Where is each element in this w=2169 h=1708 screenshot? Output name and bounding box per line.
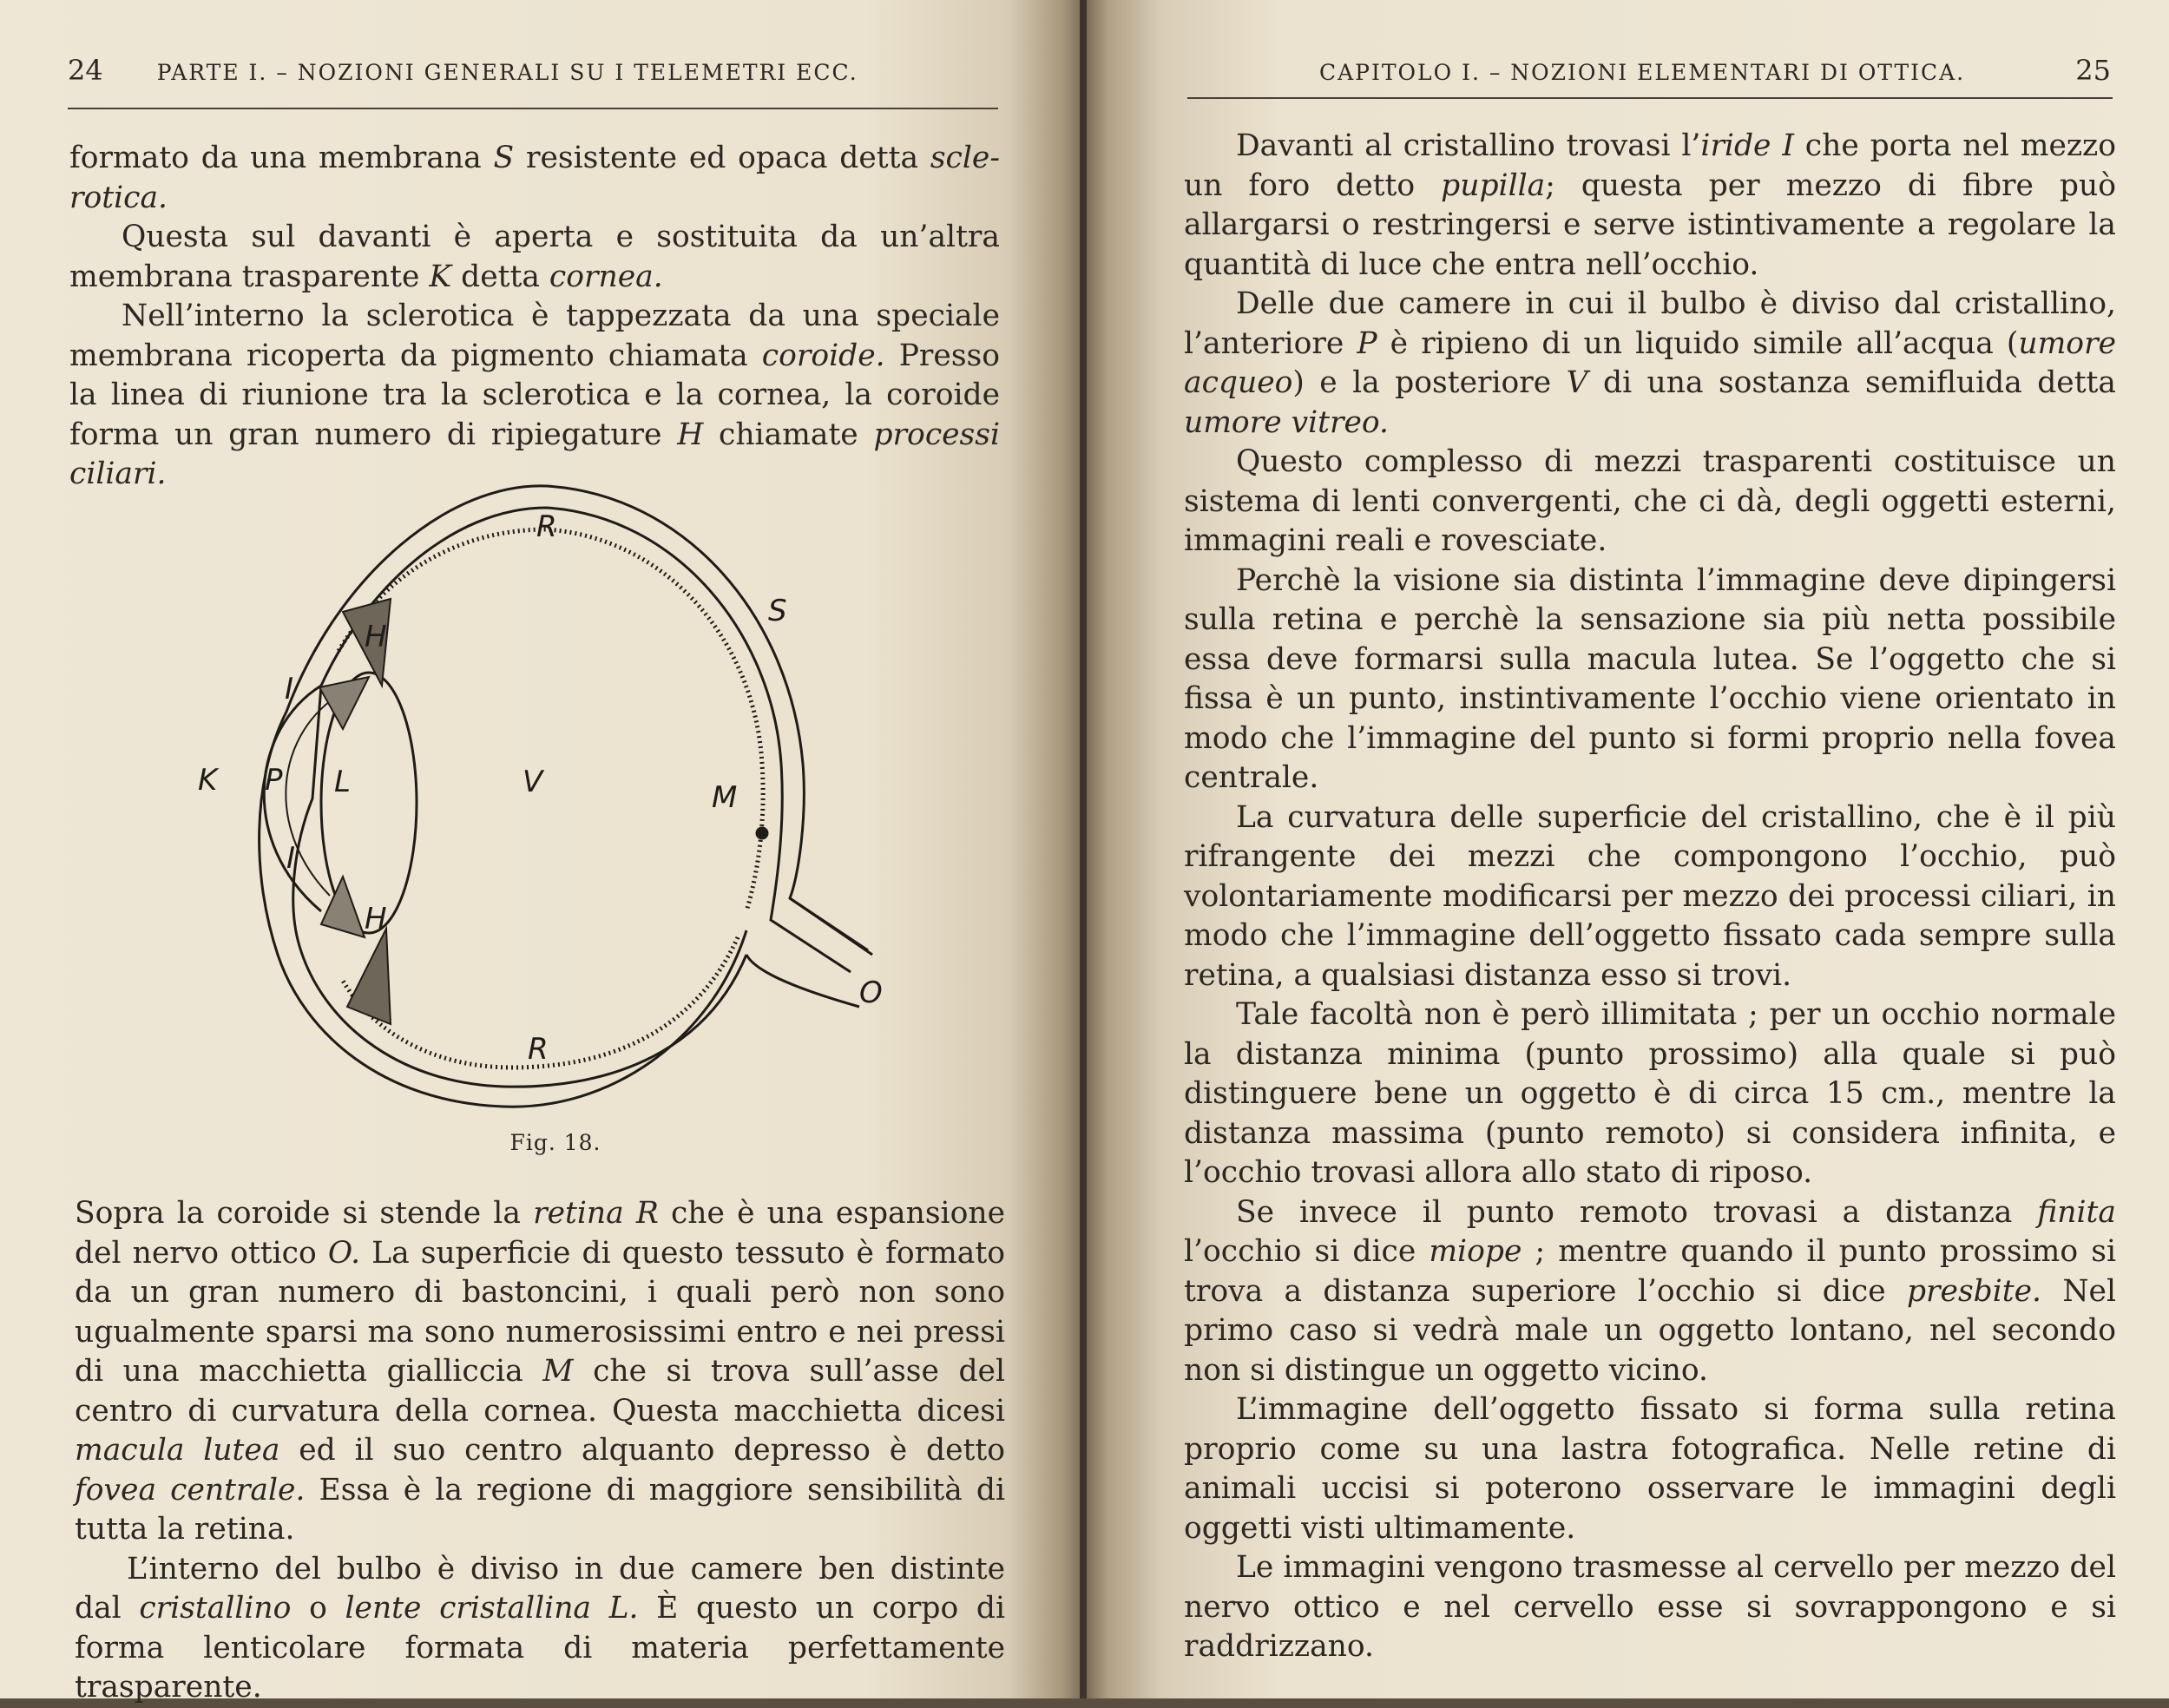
iris-bottom: [321, 877, 365, 937]
left-page: [0, 0, 1083, 1705]
text-run: La superficie di questo tessuto è formato da un gran numero di bastoncini, i quali però non sono ugualmente sparsi ma sono numerosissimi entro e nei pressi di una macchietta gialliccia: [75, 1235, 1006, 1389]
text-run: Essa è la regione di maggiore sensibilità di tutta la retina.: [75, 1472, 1005, 1547]
left-running-title: PARTE I. – NOZIONI GENERALI SU I TELEMETRI ECC.: [156, 60, 858, 85]
italic-run: coroide.: [761, 338, 885, 373]
text-run: che si trova sull’asse del centro di curvatura della cornea. Questa macchietta dicesi: [75, 1354, 1005, 1429]
text-run: chiamate: [703, 417, 874, 452]
italic-run: K: [429, 259, 452, 294]
paragraph: [75, 1550, 1005, 1708]
italic-run: umore vitreo.: [1184, 404, 1390, 440]
italic-run: cristallino: [139, 1591, 292, 1626]
left-intro-text: [69, 139, 1000, 495]
right-page-number: 25: [2075, 54, 2111, 87]
paragraph: [1184, 995, 2116, 1193]
italic-run: miope: [1429, 1234, 1522, 1269]
text-run: Presso la linea di riunione tra la sclerotica e la cornea, la coroide forma un gran numero di ripiegature: [69, 338, 1000, 452]
text-run: È questo un corpo di forma lenticolare formata di materia perfettamente trasparente.: [75, 1591, 1006, 1705]
italic-run: processi ciliari.: [69, 417, 1000, 491]
text-run: L’immagine dell’oggetto fissato si forma sulla retina proprio come su una lastra fotografica. Nelle retine di animali uccisi si poterono osservare le immagini degli oggetti visti ultimamente.: [1184, 1392, 2116, 1546]
paragraph: [1184, 1548, 2116, 1667]
text-run: che porta nel mezzo un foro detto: [1184, 128, 2117, 203]
text-run: ed il suo centro alquanto depresso è detto: [279, 1433, 1005, 1468]
text-run: resistente ed opaca detta: [514, 141, 930, 175]
right-running-title: CAPITOLO I. – NOZIONI ELEMENTARI DI OTTICA.: [1319, 60, 1966, 85]
text-run: che è una espansione del nervo ottico: [75, 1196, 1005, 1271]
italic-run: P: [1357, 325, 1377, 361]
italic-run: fovea centrale.: [75, 1472, 306, 1508]
label-r-top: R: [536, 509, 557, 544]
paragraph: [1184, 798, 2116, 996]
text-run: Perchè la visione sia distinta l’immagine deve dipingersi sulla retina e perchè la sensazione sia più netta possibile essa deve formarsi sulla macula lutea. Se l’oggetto che si fissa è un punto, instintivamente l’occhio viene orientato in modo che l’immagine del punto si formi proprio nella fovea centrale.: [1184, 562, 2116, 795]
label-o: O: [859, 976, 883, 1010]
label-r-bottom: R: [528, 1032, 549, 1067]
text-run: Se invece il punto remoto trovasi a distanza: [1236, 1194, 2038, 1230]
text-run: detta: [451, 259, 549, 294]
italic-run: retina R: [533, 1196, 659, 1231]
text-run: Nell’interno la sclerotica è tappezzata da una speciale membrana ricoperta da pigmento chiamata: [69, 299, 1000, 373]
text-run: è ripieno di un liquido simile all’acqua (: [1377, 325, 2019, 361]
paragraph: [69, 218, 1000, 297]
text-run: Delle due camere in cui il bulbo è diviso dal cristallino, l’anteriore: [1184, 286, 2116, 361]
text-run: Tale facoltà non è però illimitata ; per un occhio normale la distanza minima (punto prossimo) alla quale si può distinguere bene un oggetto è di circa 15 cm., mentre la distanza massima (punto remoto) si considera infinita, e l’occhio trovasi allora allo stato di riposo.: [1184, 997, 2116, 1190]
italic-run: umore acqueo: [1184, 325, 2116, 400]
text-run: formato da una membrana: [69, 141, 494, 175]
text-run: di una sostanza semifluida detta: [1587, 365, 2116, 400]
paragraph: [1184, 285, 2116, 443]
italic-run: iride I: [1700, 128, 1794, 163]
paragraph: [69, 139, 1000, 218]
paragraph: [1184, 127, 2116, 285]
text-run: L’interno del bulbo è diviso in due camere ben distinte dal: [75, 1551, 1005, 1626]
retina: [338, 529, 763, 911]
label-p: P: [265, 763, 283, 798]
label-s: S: [768, 594, 787, 628]
figure-caption: Fig. 18.: [509, 1130, 601, 1155]
right-body-text: [1184, 127, 2116, 1667]
text-run: ; mentre quando il punto prossimo si trova a distanza superiore l’occhio si dice: [1184, 1234, 2117, 1309]
label-v: V: [523, 765, 543, 799]
optic-nerve-lower: [746, 955, 859, 1007]
label-h-top: H: [365, 620, 387, 654]
paragraph: [1184, 1193, 2116, 1391]
italic-run: pupilla: [1441, 168, 1546, 203]
text-run: Nel primo caso si vedrà male un oggetto lontano, nel secondo non si distingue un oggetto vicino.: [1184, 1273, 2116, 1388]
italic-run: finita: [2037, 1194, 2116, 1230]
italic-run: H: [677, 417, 704, 452]
label-l: L: [334, 765, 351, 799]
left-running-head: [68, 54, 998, 97]
paragraph: [69, 297, 1000, 495]
paragraph: [1184, 562, 2116, 798]
right-running-head: [1180, 54, 2111, 97]
label-i-top: I: [285, 672, 294, 706]
label-k: K: [198, 763, 218, 798]
left-head-rule: [68, 108, 998, 109]
italic-run: V: [1566, 365, 1588, 400]
paragraph: [75, 1194, 1005, 1550]
eye-diagram: [191, 469, 885, 1128]
optic-nerve-upper: [790, 898, 872, 955]
italic-run: scle-rotica.: [69, 141, 1000, 215]
italic-run: macula lutea: [75, 1433, 280, 1468]
paragraph: [1184, 1390, 2116, 1548]
left-body-text: [75, 1194, 1005, 1708]
text-run: Questo complesso di mezzi trasparenti costituisce un sistema di lenti convergenti, che ci dà, degli oggetti esterni, immagini reali e rovesciate.: [1184, 444, 2116, 558]
text-run: Davanti al cristallino trovasi l’: [1236, 128, 1701, 163]
italic-run: cornea.: [549, 259, 663, 294]
italic-run: M: [542, 1354, 574, 1389]
right-head-rule: [1187, 97, 2113, 99]
italic-run: S: [493, 141, 515, 175]
label-h-bottom: H: [365, 902, 387, 936]
text-run: ) e la posteriore: [1292, 365, 1567, 400]
text-run: La curvatura delle superficie del cristallino, che è il più rifrangente dei mezzi che compongono l’occhio, può volontariamente modificarsi per mezzo dei processi ciliari, in modo che l’immagine dell’oggetto fissato cada sempre sulla retina, a qualsiasi distanza esso si trovi.: [1184, 799, 2116, 993]
paragraph: [1184, 443, 2116, 562]
italic-run: O.: [327, 1235, 361, 1271]
ciliary-bottom: [347, 929, 391, 1024]
label-i-bottom: I: [286, 841, 296, 876]
macula: [757, 828, 767, 838]
text-run: Le immagini vengono trasmesse al cervello per mezzo del nervo ottico e nel cervello esse si sovrappongono e si raddrizzano.: [1184, 1550, 2116, 1664]
italic-run: presbite.: [1906, 1273, 2042, 1309]
left-page-number: 24: [68, 54, 103, 87]
text-run: Questa sul davanti è aperta e sostituita da un’altra membrana trasparente: [69, 220, 1000, 294]
text-run: ; questa per mezzo di fibre può allargarsi o restringersi e serve istintivamente a regolare la quantità di luce che entra nell’occhio.: [1184, 168, 2116, 282]
italic-run: lente cristallina L.: [345, 1591, 639, 1626]
label-m: M: [712, 780, 738, 815]
text-run: l’occhio si dice: [1184, 1234, 1430, 1269]
text-run: o: [291, 1591, 345, 1626]
text-run: Sopra la coroide si stende la: [75, 1196, 534, 1231]
